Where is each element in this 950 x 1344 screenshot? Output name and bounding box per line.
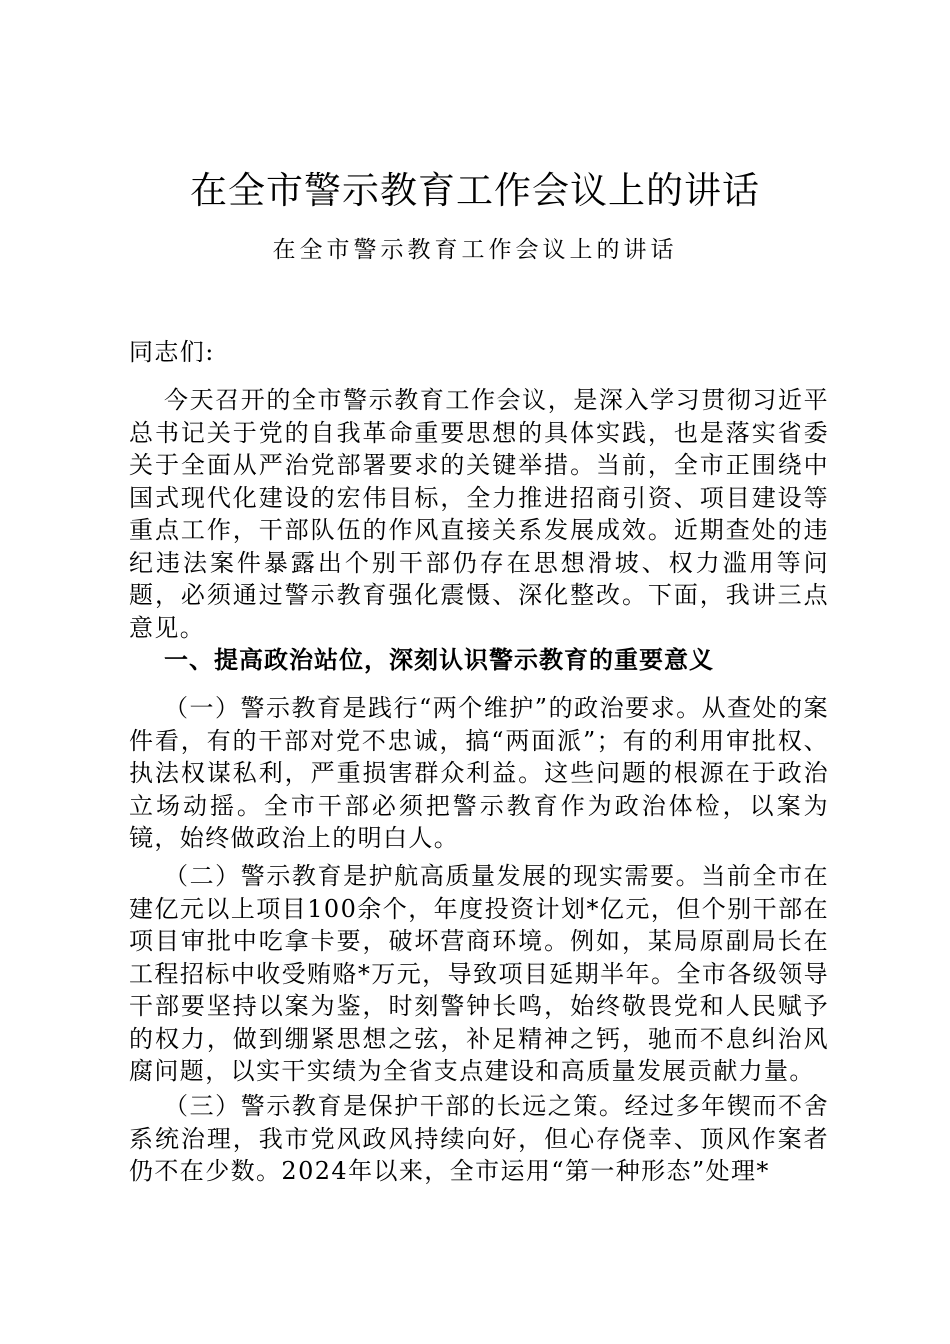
section1-paragraph-2: （二）警示教育是护航高质量发展的现实需要。当前全市在建亿元以上项目100余个，年度投资计划*亿元，但个别干部在项目审批中吃拿卡要，破坏营商环境。例如，某局原副局长在工程招标中收受贿赂*万元，导致项目延期半年。全市各级领导干部要坚持以案为鉴，时刻警钟长鸣，始终敬畏党和人民赋予的权力，做到绷紧思想之弦，补足精神之钙，驰而不息纠治风腐问题，以实干实绩为全省支点建设和高质量发展贡献力量。 bbox=[129, 862, 829, 1085]
section1-paragraph-1: （一）警示教育是践行“两个维护”的政治要求。从查处的案件看，有的干部对党不忠诚，搞“两面派”；有的利用审批权、执法权谋私利，严重损害群众利益。这些问题的根源在于政治立场动摇。全市干部必须把警示教育作为政治体检，以案为镜，始终做政治上的明白人。 bbox=[129, 694, 829, 852]
document-subtitle: 在全市警示教育工作会议上的讲话 bbox=[272, 237, 678, 263]
document-title: 在全市警示教育工作会议上的讲话 bbox=[190, 169, 760, 212]
section1-paragraph-3: （三）警示教育是保护干部的长远之策。经过多年锲而不舍系统治理，我市党风政风持续向好，但心存侥幸、顶风作案者仍不在少数。2024年以来，全市运用“第一种形态”处理* bbox=[129, 1092, 829, 1185]
section-heading-1: 一、提高政治站位，深刻认识警示教育的重要意义 bbox=[164, 646, 714, 674]
salutation: 同志们: bbox=[129, 338, 215, 366]
intro-paragraph: 今天召开的全市警示教育工作会议，是深入学习贯彻习近平总书记关于党的自我革命重要思想的具体实践，也是落实省委关于全面从严治党部署要求的关键举措。当前，全市正围绕中国式现代化建设的宏伟目标，全力推进招商引资、项目建设等重点工作，干部队伍的作风直接关系发展成效。近期查处的违纪违法案件暴露出个别干部仍存在思想滑坡、权力滥用等问题，必须通过警示教育强化震慑、深化整改。下面，我讲三点意见。 bbox=[129, 386, 829, 642]
